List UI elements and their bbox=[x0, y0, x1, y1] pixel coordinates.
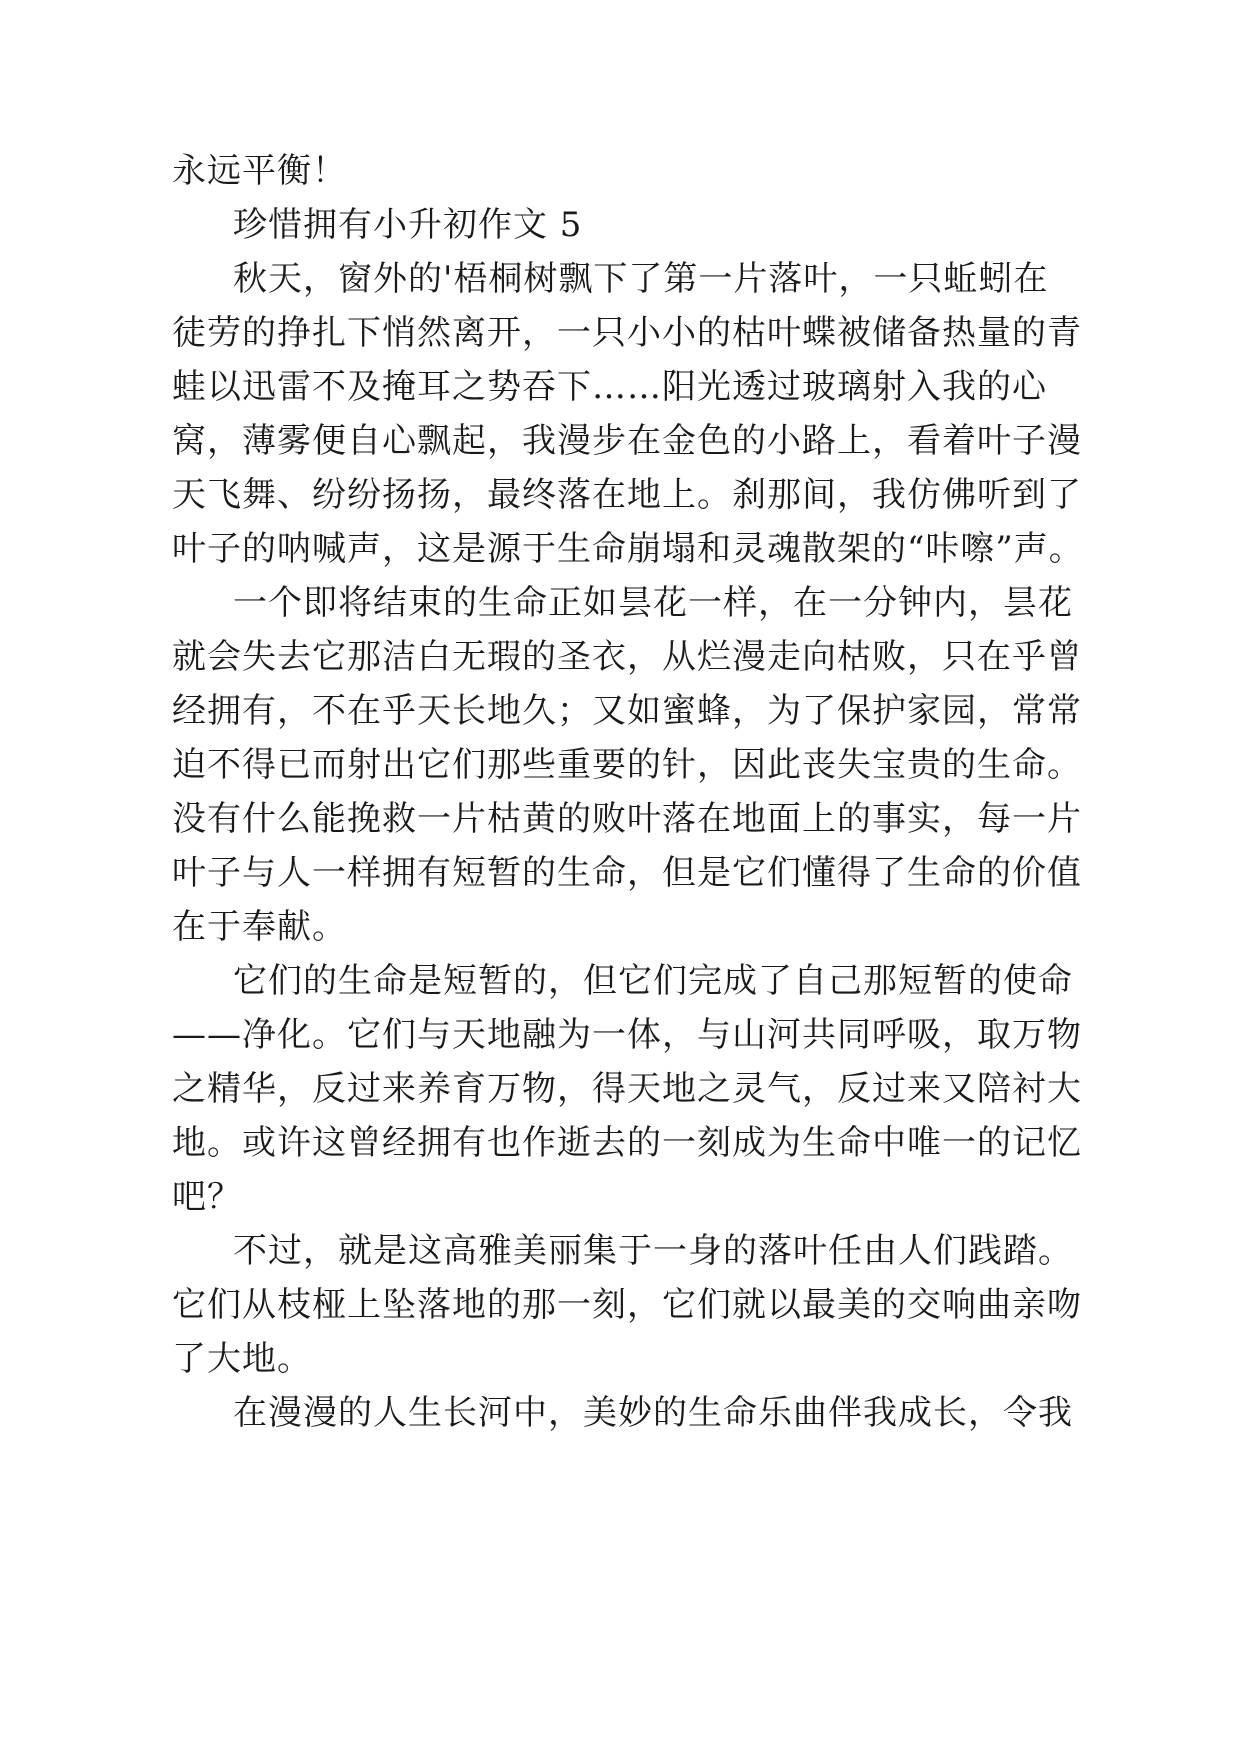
text-line: 就会失去它那洁白无瑕的圣衣，从烂漫走向枯败，只在乎曾 bbox=[172, 637, 1082, 677]
text-line: 一个即将结束的生命正如昙花一样，在一分钟内，昙花 bbox=[233, 583, 1073, 623]
text-line: 秋天，窗外的'梧桐树飘下了第一片落叶，一只蚯蚓在 bbox=[233, 259, 1049, 299]
text-line: 蛙以迅雷不及掩耳之势吞下……阳光透过玻璃射入我的心 bbox=[172, 367, 1047, 407]
text-line: 吧？ bbox=[172, 1177, 242, 1217]
text-line: 之精华，反过来养育万物，得天地之灵气，反过来又陪衬大 bbox=[172, 1069, 1082, 1109]
text-line: 了大地。 bbox=[172, 1339, 312, 1379]
text-line: 窝，薄雾便自心飘起，我漫步在金色的小路上，看着叶子漫 bbox=[172, 421, 1082, 461]
text-line: 叶子的呐喊声，这是源于生命崩塌和灵魂散架的“咔嚓”声。 bbox=[172, 529, 1084, 569]
text-line: 天飞舞、纷纷扬扬，最终落在地上。刹那间，我仿佛听到了 bbox=[172, 475, 1082, 515]
section-title: 珍惜拥有小升初作文 5 bbox=[233, 205, 583, 245]
text-line: 地。或许这曾经拥有也作逝去的一刻成为生命中唯一的记忆 bbox=[172, 1123, 1082, 1163]
text-line: 永远平衡！ bbox=[172, 151, 347, 191]
text-line: 在漫漫的人生长河中，美妙的生命乐曲伴我成长，令我 bbox=[233, 1393, 1073, 1433]
text-line: 徒劳的挣扎下悄然离开，一只小小的枯叶蝶被储备热量的青 bbox=[172, 313, 1082, 353]
text-line: 经拥有，不在乎天长地久；又如蜜蜂，为了保护家园，常常 bbox=[172, 691, 1082, 731]
text-line: 叶子与人一样拥有短暂的生命，但是它们懂得了生命的价值 bbox=[172, 853, 1082, 893]
text-line: 它们从枝桠上坠落地的那一刻，它们就以最美的交响曲亲吻 bbox=[172, 1285, 1082, 1325]
text-line: 它们的生命是短暂的，但它们完成了自己那短暂的使命 bbox=[233, 961, 1073, 1001]
text-line: 在于奉献。 bbox=[172, 907, 347, 947]
text-line: 没有什么能挽救一片枯黄的败叶落在地面上的事实，每一片 bbox=[172, 799, 1082, 839]
text-line: 不过，就是这高雅美丽集于一身的落叶任由人们践踏。 bbox=[233, 1231, 1073, 1271]
text-line: ——净化。它们与天地融为一体，与山河共同呼吸，取万物 bbox=[172, 1015, 1082, 1055]
text-line: 迫不得已而射出它们那些重要的针，因此丧失宝贵的生命。 bbox=[172, 745, 1082, 785]
